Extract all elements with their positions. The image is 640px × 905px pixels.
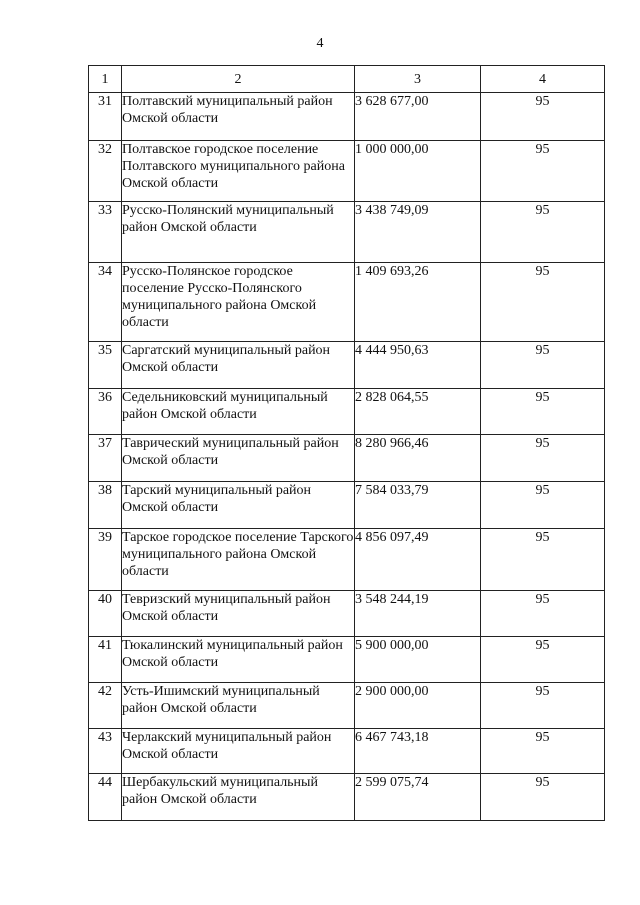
- amount: 4 856 097,49: [355, 529, 481, 591]
- percent: 95: [481, 263, 605, 342]
- row-number: 40: [89, 591, 122, 637]
- amount: 6 467 743,18: [355, 729, 481, 774]
- percent: 95: [481, 141, 605, 202]
- amount: 5 900 000,00: [355, 637, 481, 683]
- table-row: [89, 683, 605, 729]
- municipality-name: Седельниковский муниципальный район Омской области: [122, 389, 355, 435]
- municipality-name: Шербакульский муниципальный район Омской области: [122, 774, 355, 821]
- table-row: [89, 529, 605, 591]
- percent: 95: [481, 729, 605, 774]
- percent: 95: [481, 482, 605, 529]
- amount: 8 280 966,46: [355, 435, 481, 482]
- row-number: 39: [89, 529, 122, 591]
- municipality-name: Русско-Полянский муниципальный район Омской области: [122, 202, 355, 263]
- row-number: 34: [89, 263, 122, 342]
- row-number: 33: [89, 202, 122, 263]
- table-row: [89, 482, 605, 529]
- percent: 95: [481, 389, 605, 435]
- municipality-name: Тевризский муниципальный район Омской области: [122, 591, 355, 637]
- header-cell-1: 1: [89, 66, 122, 93]
- table-row: [89, 93, 605, 141]
- table-row: [89, 263, 605, 342]
- amount: 2 599 075,74: [355, 774, 481, 821]
- amount: 1 000 000,00: [355, 141, 481, 202]
- municipality-name: Русско-Полянское городское поселение Русско-Полянского муниципального района Омской области: [122, 263, 355, 342]
- header-cell-2: 2: [122, 66, 355, 93]
- amount: 1 409 693,26: [355, 263, 481, 342]
- row-number: 44: [89, 774, 122, 821]
- page-number: 4: [316, 36, 324, 51]
- percent: 95: [481, 683, 605, 729]
- table-row: [89, 141, 605, 202]
- header-cell-4: 4: [481, 66, 605, 93]
- municipality-name: Полтавский муниципальный район Омской области: [122, 93, 355, 141]
- table-row: [89, 637, 605, 683]
- table-row: [89, 729, 605, 774]
- percent: 95: [481, 529, 605, 591]
- municipality-name: Тарское городское поселение Тарского муниципального района Омской области: [122, 529, 355, 591]
- amount: 2 828 064,55: [355, 389, 481, 435]
- municipality-name: Тарский муниципальный район Омской области: [122, 482, 355, 529]
- row-number: 38: [89, 482, 122, 529]
- percent: 95: [481, 591, 605, 637]
- table-row: [89, 774, 605, 821]
- table-row: [89, 342, 605, 389]
- row-number: 36: [89, 389, 122, 435]
- percent: 95: [481, 202, 605, 263]
- table-row: [89, 389, 605, 435]
- percent: 95: [481, 342, 605, 389]
- header-cell-3: 3: [355, 66, 481, 93]
- table-row: [89, 591, 605, 637]
- percent: 95: [481, 435, 605, 482]
- municipality-name: Черлакский муниципальный район Омской области: [122, 729, 355, 774]
- municipality-name: Таврический муниципальный район Омской области: [122, 435, 355, 482]
- amount: 7 584 033,79: [355, 482, 481, 529]
- municipality-name: Полтавское городское поселение Полтавского муниципального района Омской области: [122, 141, 355, 202]
- percent: 95: [481, 637, 605, 683]
- percent: 95: [481, 93, 605, 141]
- header-row: [89, 66, 605, 93]
- municipality-name: Тюкалинский муниципальный район Омской области: [122, 637, 355, 683]
- amount: 2 900 000,00: [355, 683, 481, 729]
- table-row: [89, 435, 605, 482]
- percent: 95: [481, 774, 605, 821]
- row-number: 31: [89, 93, 122, 141]
- amount: 3 548 244,19: [355, 591, 481, 637]
- municipality-name: Усть-Ишимский муниципальный район Омской области: [122, 683, 355, 729]
- table-row: [89, 202, 605, 263]
- allocation-table: [88, 65, 605, 821]
- amount: 3 438 749,09: [355, 202, 481, 263]
- amount: 4 444 950,63: [355, 342, 481, 389]
- amount: 3 628 677,00: [355, 93, 481, 141]
- row-number: 42: [89, 683, 122, 729]
- row-number: 43: [89, 729, 122, 774]
- row-number: 32: [89, 141, 122, 202]
- row-number: 37: [89, 435, 122, 482]
- municipality-name: Саргатский муниципальный район Омской области: [122, 342, 355, 389]
- row-number: 41: [89, 637, 122, 683]
- row-number: 35: [89, 342, 122, 389]
